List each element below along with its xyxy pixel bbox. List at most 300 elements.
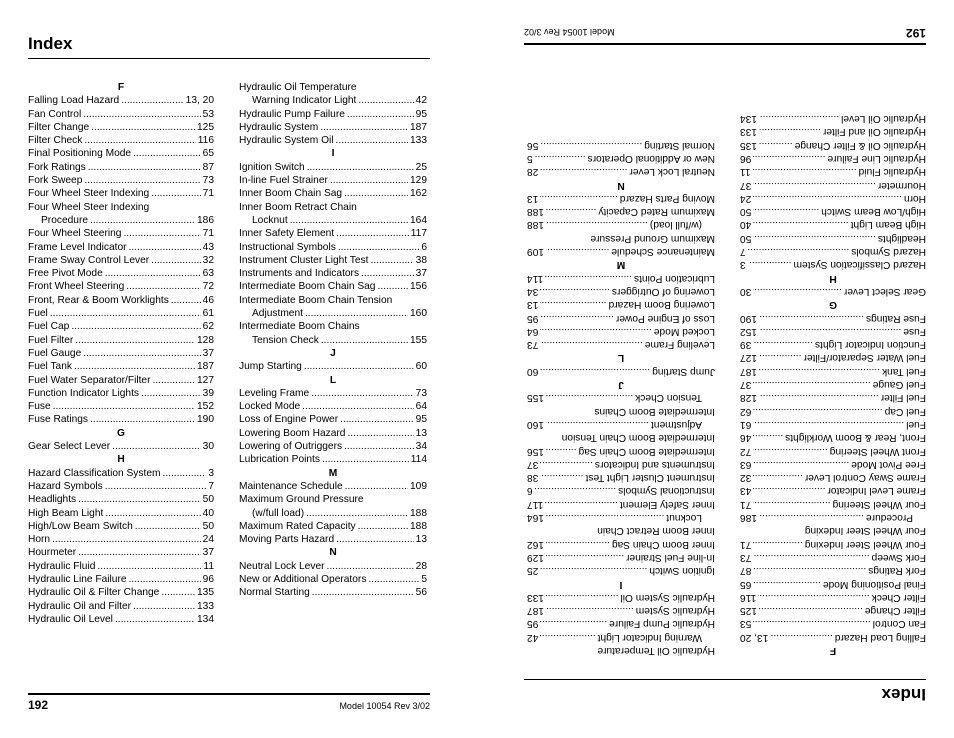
entry-page: 96 (740, 153, 752, 165)
entry-label: Inner Safety Element (619, 498, 715, 510)
index-entry (527, 418, 715, 431)
leader-dots (748, 245, 850, 258)
entry-label: Fuel Tank (882, 365, 926, 377)
index-entry (740, 364, 926, 377)
index-entry (740, 551, 926, 564)
entry-label: Lowering Boom Hazard (608, 299, 715, 311)
entry-label: (w/full load) (252, 507, 305, 519)
index-column-1-mirrored (740, 112, 926, 657)
entry-page: 13, 20 (185, 95, 214, 107)
index-entry (740, 591, 926, 604)
index-entry (28, 440, 214, 453)
index-entry (740, 418, 926, 431)
leader-dots (759, 351, 802, 364)
index-entry (28, 214, 214, 227)
leader-dots (753, 418, 904, 431)
entry-indent (702, 218, 715, 231)
leader-dots (759, 391, 879, 404)
section-letter: G (829, 299, 837, 311)
index-entry (239, 134, 427, 147)
entry-label: Hydraulic System (239, 121, 319, 133)
bottom-rule (28, 693, 430, 695)
index-entry (740, 351, 926, 364)
leader-dots (753, 192, 902, 205)
leader-dots (540, 165, 627, 178)
entry-page: 155 (410, 334, 427, 346)
entry-label: Hydraulic System Oil (620, 591, 715, 603)
page-title: Index (28, 34, 73, 53)
entry-label: Ignition Switch (649, 565, 715, 577)
leader-dots (540, 192, 618, 205)
entry-page: 37 (415, 268, 427, 280)
leader-dots (546, 511, 664, 524)
entry-label: Hydraulic Oil and Filter (822, 126, 926, 138)
leader-dots (546, 418, 649, 431)
index-entry (740, 178, 926, 191)
entry-indent (239, 94, 252, 107)
entry-page: 71 (202, 188, 214, 200)
leader-dots (753, 165, 857, 178)
entry-label: Fuel Tank (28, 361, 72, 373)
entry-label: Fork Ratings (28, 161, 86, 173)
entry-page: 95 (527, 312, 539, 324)
entry-label: Procedure (41, 214, 89, 226)
entry-label: Lowering Boom Hazard (239, 427, 346, 439)
leader-dots (88, 161, 201, 174)
entry-page: 28 (527, 166, 539, 178)
leader-dots (368, 573, 419, 586)
entry-label: Frame Sway Control Lever (804, 472, 926, 484)
entry-page: 133 (527, 591, 544, 603)
leader-dots (327, 560, 414, 573)
leader-dots (133, 600, 195, 613)
entry-label: Front, Rear & Boom Worklights (28, 294, 169, 306)
entry-indent (702, 418, 715, 431)
entry-page: 156 (410, 281, 427, 293)
entry-page: 71 (740, 538, 752, 550)
entry-label: Instrument Cluster Light Test (585, 472, 715, 484)
entry-label: Falling Load Hazard (834, 631, 926, 643)
leader-dots (90, 413, 195, 426)
entry-label: New or Additional Operators (239, 573, 367, 585)
entry-page: 152 (197, 401, 214, 413)
entry-label: Fuse Ratings (28, 414, 89, 426)
entry-label: Hydraulic Oil and Filter (28, 600, 132, 612)
entry-label: Headlights (877, 232, 926, 244)
index-entry (28, 307, 214, 320)
index-entry-heading: Intermediate Boom Chains (594, 405, 715, 417)
entry-page: 43 (202, 241, 214, 253)
entry-label: Fuse (28, 401, 51, 413)
leader-dots (344, 440, 414, 453)
entry-page: 134 (740, 113, 757, 125)
index-column-2-mirrored (527, 138, 715, 657)
page-number: 192 (28, 698, 49, 712)
entry-label: Locked Mode (239, 401, 301, 413)
entry-page: 7 (208, 480, 214, 492)
leader-dots (336, 227, 409, 240)
entry-page: 117 (527, 498, 544, 510)
index-entry (527, 298, 715, 311)
entry-label: Locknut (252, 214, 288, 226)
index-entry (527, 218, 715, 231)
section-letter: M (616, 259, 626, 271)
top-rule (28, 58, 430, 59)
index-entry (28, 294, 214, 307)
index-entry (527, 458, 715, 471)
leader-dots (50, 307, 201, 320)
leader-dots (753, 564, 866, 577)
section-letter: H (829, 272, 837, 284)
index-entry (740, 192, 926, 205)
entry-label: Filter Check (28, 135, 83, 147)
leader-dots (306, 507, 408, 520)
leader-dots (151, 187, 200, 200)
index-column-2 (239, 81, 427, 600)
entry-page: 187 (197, 361, 214, 373)
index-entry (239, 108, 427, 121)
index-entry (239, 174, 427, 187)
leader-dots (84, 174, 200, 187)
entry-page: 11 (203, 560, 214, 572)
entry-page: 56 (527, 139, 539, 151)
entry-page: 190 (197, 414, 214, 426)
leader-dots (753, 431, 783, 444)
entry-page: 53 (740, 618, 752, 630)
entry-page: 43 (740, 485, 752, 497)
entry-page: 56 (415, 587, 427, 599)
index-entry (740, 577, 926, 590)
entry-page: 60 (415, 361, 427, 373)
section-letter: N (617, 179, 625, 191)
index-entry (740, 232, 926, 245)
entry-label: Hazard Classification System (793, 259, 926, 271)
index-entry (239, 307, 427, 320)
model-revision-mirrored: Model 10054 Rev 3/02 (524, 27, 615, 37)
entry-label: Hydraulic System (635, 605, 715, 617)
entry-page: 109 (527, 246, 544, 258)
entry-label: Function Indicator Lights (815, 339, 926, 351)
entry-page: 11 (740, 166, 751, 178)
entry-page: 164 (527, 512, 544, 524)
entry-indent (239, 507, 252, 520)
leader-dots (540, 471, 583, 484)
entry-page: 71 (740, 498, 752, 510)
leader-dots (540, 298, 606, 311)
entry-page: 5 (421, 573, 427, 585)
entry-page: 37 (740, 379, 752, 391)
entry-label: Frame Sway Control Lever (28, 254, 150, 266)
entry-label: Fuel Water Separator/Filter (803, 352, 926, 364)
entry-label: Four Wheel Steering (28, 228, 122, 240)
entry-label: Horn (28, 534, 51, 546)
leader-dots (336, 533, 414, 546)
entry-label: Hydraulic Pump Failure (239, 108, 345, 120)
entry-indent (702, 511, 715, 524)
entry-label: Lubrication Points (239, 454, 320, 466)
entry-label: Fan Control (872, 618, 926, 630)
index-entry (28, 187, 214, 200)
entry-page: 50 (740, 206, 752, 218)
index-entry (239, 187, 427, 200)
leader-dots (162, 467, 206, 480)
index-entry (527, 152, 715, 165)
leader-dots (83, 347, 200, 360)
leader-dots (97, 560, 201, 573)
leader-dots (759, 604, 863, 617)
leader-dots (336, 134, 408, 147)
index-entry (28, 334, 214, 347)
index-entry (527, 325, 715, 338)
leader-dots (53, 400, 195, 413)
leader-dots (78, 546, 201, 559)
entry-page: 162 (527, 538, 544, 550)
entry-label: Fork Sweep (28, 175, 83, 187)
index-entry (527, 245, 715, 258)
entry-label: Maximum Rated Capacity (239, 520, 356, 532)
section-letter: G (117, 427, 125, 439)
entry-label: Moving Parts Hazard (619, 192, 715, 204)
entry-label: Four Wheel Steering (832, 498, 926, 510)
leader-dots (71, 320, 200, 333)
leader-dots (123, 227, 200, 240)
leader-dots (358, 520, 408, 533)
entry-page: 30 (740, 285, 752, 297)
entry-label: Lubrication Points (634, 272, 715, 284)
entry-label: Fuel Water Separator/Filter (28, 374, 151, 386)
entry-page: 6 (421, 241, 427, 253)
entry-page: 42 (415, 95, 427, 107)
index-entry (239, 573, 427, 586)
index-entry (740, 205, 926, 218)
index-entry (527, 551, 715, 564)
leader-dots (753, 617, 870, 630)
leader-dots (540, 364, 650, 377)
index-entry (239, 427, 427, 440)
entry-label: High/Low Beam Switch (821, 206, 926, 218)
entry-label: Falling Load Hazard (28, 95, 120, 107)
entry-label: Hydraulic Line Failure (28, 573, 127, 585)
index-entry (28, 560, 214, 573)
leader-dots (753, 218, 848, 231)
entry-label: Hydraulic Pump Failure (609, 618, 715, 630)
entry-page: 96 (202, 573, 214, 585)
index-entry (527, 205, 715, 218)
index-entry (740, 245, 926, 258)
index-entry (28, 520, 214, 533)
entry-page: 72 (202, 281, 214, 293)
entry-label: Hydraulic Fluid (858, 166, 926, 178)
index-entry-heading: Inner Boom Retract Chain (239, 201, 357, 213)
leader-dots (753, 471, 802, 484)
index-entry (28, 573, 214, 586)
leader-dots (347, 108, 414, 121)
index-entry (28, 507, 214, 520)
entry-label: Leveling Frame (644, 339, 715, 351)
entry-label: Final Positioning Mode (822, 578, 926, 590)
index-entry (740, 112, 926, 125)
leader-dots (129, 241, 201, 254)
entry-label: Fuse (903, 325, 926, 337)
index-entry (239, 267, 427, 280)
entry-label: Adjustment (252, 308, 303, 320)
entry-label: Maximum Rated Capacity (598, 206, 715, 218)
entry-page: 133 (197, 600, 214, 612)
entry-label: Loss of Engine Power (239, 414, 339, 426)
leader-dots (759, 311, 864, 324)
index-entry (239, 413, 427, 426)
entry-label: Locked Mode (653, 325, 715, 337)
entry-label: Neutral Lock Lever (239, 560, 325, 572)
entry-page: 50 (202, 494, 214, 506)
entry-page: 50 (202, 520, 214, 532)
index-entry (239, 440, 427, 453)
entry-page: 187 (740, 365, 757, 377)
section-letter: F (829, 645, 837, 656)
index-entry (239, 334, 427, 347)
index-entry (28, 360, 214, 373)
index-entry (740, 138, 926, 151)
leader-dots (546, 205, 596, 218)
entry-label: Final Positioning Mode (28, 148, 132, 160)
entry-label: Fuel Filter (880, 392, 926, 404)
entry-page: 32 (202, 254, 214, 266)
leader-dots (535, 152, 586, 165)
entry-page: 13 (415, 427, 427, 439)
index-entry (239, 280, 427, 293)
entry-page: 134 (197, 613, 214, 625)
leader-dots (302, 400, 413, 413)
entry-page: 13 (527, 192, 539, 204)
entry-label: In-line Fuel Strainer (239, 175, 328, 187)
entry-label: Intermediate Boom Chain Sag (578, 445, 715, 457)
index-entry (740, 444, 926, 457)
index-entry (740, 404, 926, 417)
bottom-rule-mirrored (524, 43, 926, 45)
entry-page: 34 (527, 285, 539, 297)
entry-page: 160 (410, 308, 427, 320)
index-entry (740, 391, 926, 404)
entry-label: Instruments and Indicators (594, 458, 715, 470)
leader-dots (540, 564, 647, 577)
index-entry (239, 560, 427, 573)
entry-label: Hourmeter (877, 179, 926, 191)
page-number-mirrored: 192 (905, 26, 926, 40)
index-entry (527, 497, 715, 510)
index-entry (239, 480, 427, 493)
index-entry (740, 537, 926, 550)
section-letter: J (330, 347, 336, 359)
leader-dots (753, 537, 802, 550)
index-entry (28, 121, 214, 134)
entry-page: 135 (197, 587, 214, 599)
entry-page: 38 (527, 472, 539, 484)
entry-page: 63 (202, 268, 214, 280)
leader-dots (370, 254, 413, 267)
entry-page: 190 (740, 312, 757, 324)
leader-dots (535, 484, 617, 497)
index-entry (527, 364, 715, 377)
entry-page: 87 (202, 161, 214, 173)
section-letter: F (117, 82, 125, 93)
entry-page: 95 (527, 618, 539, 630)
entry-label: Frame Level Indicator (827, 485, 926, 497)
leader-dots (545, 497, 618, 510)
index-entry (527, 564, 715, 577)
index-entry (239, 507, 427, 520)
entry-page: 37 (202, 347, 214, 359)
entry-label: Front Wheel Steering (28, 281, 125, 293)
leader-dots (290, 214, 408, 227)
leader-dots (320, 121, 408, 134)
index-entry (527, 311, 715, 324)
entry-label: Maintenance Schedule (239, 480, 343, 492)
index-entry-heading: Intermediate Boom Chains (239, 321, 360, 333)
entry-page: 87 (740, 565, 752, 577)
entry-page: 128 (197, 334, 214, 346)
leader-dots (151, 254, 200, 267)
index-entry (527, 630, 715, 643)
entry-label: Tension Check (635, 392, 702, 404)
entry-label: Hydraulic Fluid (28, 560, 96, 572)
entry-page: 156 (527, 445, 544, 457)
section-letter: M (328, 467, 338, 479)
entry-label: (w/full load) (649, 219, 702, 231)
leader-dots (312, 586, 414, 599)
entry-label: Filter Change (28, 121, 90, 133)
entry-page: 50 (740, 232, 752, 244)
leader-dots (171, 294, 201, 307)
entry-page: 38 (415, 254, 427, 266)
entry-label: Hazard Symbols (28, 480, 103, 492)
index-entry (527, 604, 715, 617)
leader-dots (540, 338, 642, 351)
entry-label: Instruments and Indicators (239, 268, 360, 280)
entry-label: Hourmeter (28, 547, 77, 559)
entry-label: Four Wheel Steer Indexing (28, 188, 150, 200)
leader-dots (546, 591, 618, 604)
entry-page: 73 (415, 387, 427, 399)
leader-dots (115, 613, 195, 626)
index-entry (239, 254, 427, 267)
index-entry (740, 218, 926, 231)
entry-indent (239, 214, 252, 227)
entry-page: 188 (410, 507, 427, 519)
index-entry (740, 431, 926, 444)
entry-label: Fuel Cap (884, 405, 926, 417)
leader-dots (345, 480, 408, 493)
leader-dots (75, 334, 195, 347)
entry-page: 188 (527, 219, 544, 231)
entry-label: Loss of Engine Power (615, 312, 715, 324)
entry-label: Intermediate Boom Chain Sag (239, 281, 376, 293)
index-entry (239, 533, 427, 546)
index-entry (28, 147, 214, 160)
entry-label: Fork Sweep (871, 551, 926, 563)
leader-dots (546, 537, 610, 550)
index-entry (28, 108, 214, 121)
entry-label: Filter Check (871, 591, 926, 603)
leader-dots (129, 573, 201, 586)
index-entry (740, 152, 926, 165)
index-column-1 (28, 81, 214, 626)
leader-dots (344, 187, 408, 200)
entry-label: Ignition Switch (239, 161, 305, 173)
index-entry (239, 586, 427, 599)
leader-dots (545, 271, 632, 284)
leader-dots (347, 427, 413, 440)
leader-dots (546, 444, 577, 457)
